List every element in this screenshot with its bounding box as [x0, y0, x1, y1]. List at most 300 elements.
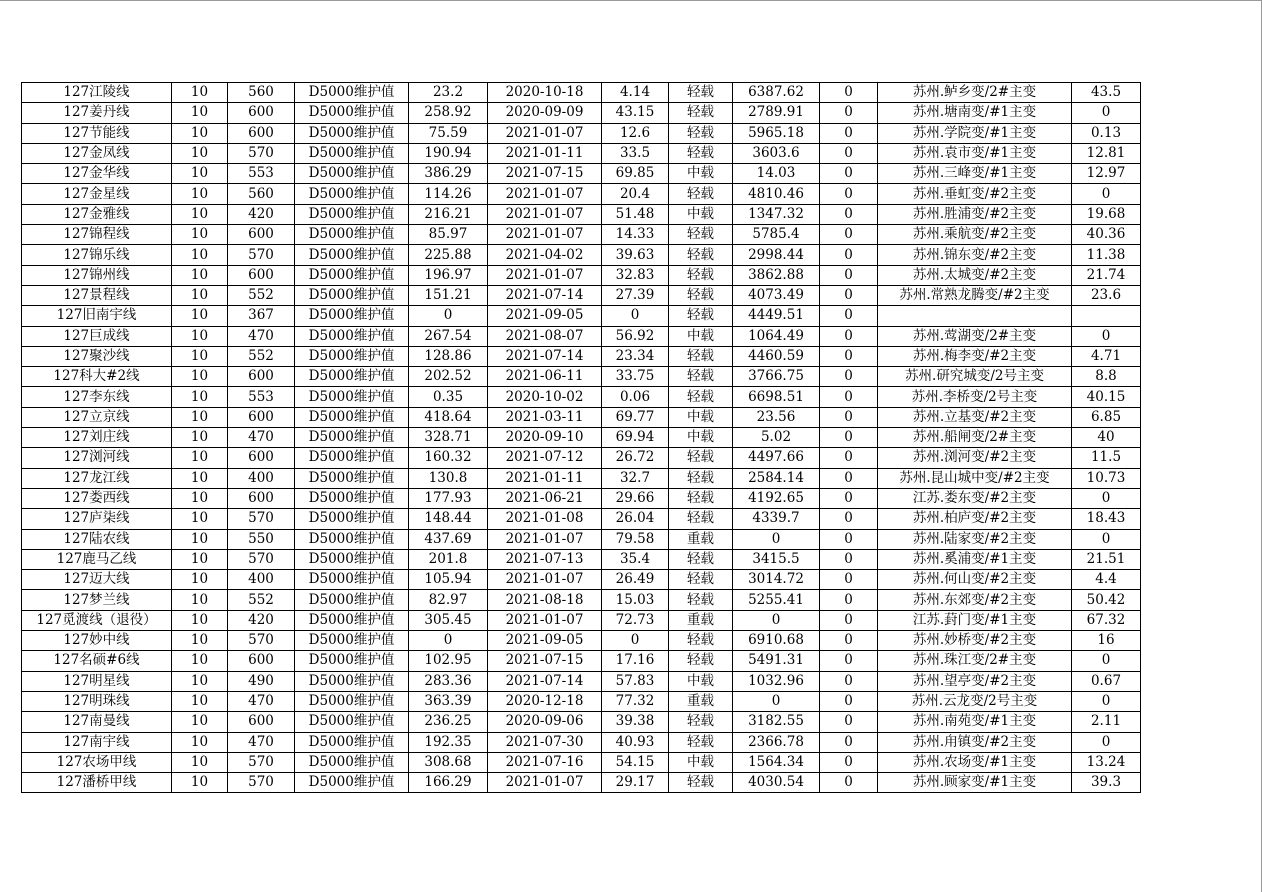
cell-flag: 0	[820, 407, 878, 427]
cell-date: 2021-07-12	[488, 448, 602, 468]
cell-rated-current: 600	[228, 448, 295, 468]
cell-voltage: 10	[172, 184, 228, 204]
cell-rated-current: 600	[228, 712, 295, 732]
cell-load-rate: 39.63	[602, 245, 669, 265]
cell-transformer: 苏州.云龙变/2号主变	[878, 691, 1072, 711]
cell-flag: 0	[820, 143, 878, 163]
cell-transformer: 苏州.乘航变/#2主变	[878, 225, 1072, 245]
cell-line-name: 127潘桥甲线	[22, 773, 172, 793]
cell-load-rate: 40.93	[602, 732, 669, 752]
cell-spare-capacity: 3182.55	[733, 712, 820, 732]
cell-date: 2021-07-16	[488, 752, 602, 772]
cell-transformer: 苏州.浏河变/#2主变	[878, 448, 1072, 468]
table-row	[22, 610, 1141, 630]
cell-max-current: 160.32	[409, 448, 488, 468]
cell-voltage: 10	[172, 590, 228, 610]
cell-data-source: D5000维护值	[295, 651, 409, 671]
cell-flag: 0	[820, 570, 878, 590]
cell-line-name: 127立京线	[22, 407, 172, 427]
cell-max-current: 192.35	[409, 732, 488, 752]
cell-rated-current: 570	[228, 549, 295, 569]
cell-date: 2021-07-13	[488, 549, 602, 569]
cell-flag: 0	[820, 103, 878, 123]
cell-date: 2021-01-07	[488, 265, 602, 285]
cell-rated-current: 553	[228, 387, 295, 407]
cell-voltage: 10	[172, 407, 228, 427]
cell-data-source: D5000维护值	[295, 407, 409, 427]
cell-rated-current: 570	[228, 143, 295, 163]
cell-date: 2021-01-07	[488, 610, 602, 630]
table-row	[22, 549, 1141, 569]
cell-voltage: 10	[172, 651, 228, 671]
cell-voltage: 10	[172, 164, 228, 184]
cell-data-source: D5000维护值	[295, 529, 409, 549]
cell-voltage: 10	[172, 204, 228, 224]
cell-voltage: 10	[172, 570, 228, 590]
table-row	[22, 387, 1141, 407]
cell-data-source: D5000维护值	[295, 387, 409, 407]
cell-date: 2021-01-07	[488, 204, 602, 224]
cell-flag: 0	[820, 265, 878, 285]
cell-rated-current: 552	[228, 590, 295, 610]
table-row	[22, 773, 1141, 793]
cell-rated-current: 600	[228, 225, 295, 245]
table-row	[22, 691, 1141, 711]
cell-date: 2020-09-10	[488, 428, 602, 448]
cell-line-name: 127锦州线	[22, 265, 172, 285]
cell-rated-current: 470	[228, 326, 295, 346]
cell-max-current: 105.94	[409, 570, 488, 590]
table-body	[22, 83, 1141, 793]
cell-transformer-load: 23.6	[1072, 285, 1141, 305]
page-border-top	[0, 0, 1262, 1]
cell-load-status: 轻载	[669, 651, 733, 671]
cell-max-current: 267.54	[409, 326, 488, 346]
table-row	[22, 590, 1141, 610]
table-row	[22, 631, 1141, 651]
cell-load-status: 重载	[669, 610, 733, 630]
cell-load-rate: 20.4	[602, 184, 669, 204]
cell-load-rate: 15.03	[602, 590, 669, 610]
table-row	[22, 265, 1141, 285]
cell-date: 2021-07-30	[488, 732, 602, 752]
cell-date: 2020-10-18	[488, 83, 602, 103]
cell-line-name: 127庐柒线	[22, 509, 172, 529]
table-row	[22, 651, 1141, 671]
cell-line-name: 127妙中线	[22, 631, 172, 651]
cell-line-name: 127龙江线	[22, 468, 172, 488]
cell-data-source: D5000维护值	[295, 103, 409, 123]
table-row	[22, 752, 1141, 772]
cell-line-name: 127明珠线	[22, 691, 172, 711]
cell-spare-capacity: 6387.62	[733, 83, 820, 103]
cell-max-current: 201.8	[409, 549, 488, 569]
cell-load-status: 中载	[669, 671, 733, 691]
cell-transformer: 苏州.甪镇变/#2主变	[878, 732, 1072, 752]
cell-data-source: D5000维护值	[295, 712, 409, 732]
cell-max-current: 196.97	[409, 265, 488, 285]
cell-rated-current: 600	[228, 488, 295, 508]
cell-data-source: D5000维护值	[295, 509, 409, 529]
cell-rated-current: 367	[228, 306, 295, 326]
cell-voltage: 10	[172, 346, 228, 366]
cell-transformer-load: 0.67	[1072, 671, 1141, 691]
cell-flag: 0	[820, 123, 878, 143]
cell-transformer-load: 50.42	[1072, 590, 1141, 610]
cell-load-status: 轻载	[669, 103, 733, 123]
cell-spare-capacity: 5785.4	[733, 225, 820, 245]
cell-load-status: 轻载	[669, 285, 733, 305]
cell-rated-current: 600	[228, 407, 295, 427]
cell-spare-capacity: 5491.31	[733, 651, 820, 671]
cell-data-source: D5000维护值	[295, 428, 409, 448]
cell-rated-current: 600	[228, 651, 295, 671]
cell-line-name: 127李东线	[22, 387, 172, 407]
table-row	[22, 326, 1141, 346]
cell-voltage: 10	[172, 428, 228, 448]
table-row	[22, 245, 1141, 265]
cell-rated-current: 400	[228, 468, 295, 488]
cell-max-current: 148.44	[409, 509, 488, 529]
cell-load-status: 重载	[669, 691, 733, 711]
cell-voltage: 10	[172, 610, 228, 630]
cell-load-rate: 32.83	[602, 265, 669, 285]
cell-voltage: 10	[172, 549, 228, 569]
cell-load-status: 轻载	[669, 225, 733, 245]
cell-date: 2021-07-14	[488, 671, 602, 691]
cell-date: 2021-07-15	[488, 164, 602, 184]
cell-load-status: 中载	[669, 326, 733, 346]
cell-load-rate: 17.16	[602, 651, 669, 671]
cell-line-name: 127节能线	[22, 123, 172, 143]
cell-rated-current: 570	[228, 509, 295, 529]
cell-line-name: 127聚沙线	[22, 346, 172, 366]
cell-spare-capacity: 5.02	[733, 428, 820, 448]
cell-date: 2021-03-11	[488, 407, 602, 427]
cell-load-status: 轻载	[669, 488, 733, 508]
cell-date: 2020-12-18	[488, 691, 602, 711]
cell-max-current: 151.21	[409, 285, 488, 305]
cell-flag: 0	[820, 651, 878, 671]
cell-max-current: 418.64	[409, 407, 488, 427]
cell-line-name: 127刘庄线	[22, 428, 172, 448]
cell-transformer-load: 2.11	[1072, 712, 1141, 732]
cell-data-source: D5000维护值	[295, 83, 409, 103]
cell-load-rate: 79.58	[602, 529, 669, 549]
cell-load-status: 轻载	[669, 590, 733, 610]
cell-max-current: 130.8	[409, 468, 488, 488]
cell-line-name: 127觅渡线（退役）	[22, 610, 172, 630]
cell-voltage: 10	[172, 732, 228, 752]
cell-transformer: 苏州.望亭变/#2主变	[878, 671, 1072, 691]
cell-load-status: 中载	[669, 164, 733, 184]
cell-date: 2021-04-02	[488, 245, 602, 265]
cell-line-name: 127迈大线	[22, 570, 172, 590]
cell-line-name: 127巨成线	[22, 326, 172, 346]
cell-line-name: 127娄西线	[22, 488, 172, 508]
cell-transformer	[878, 306, 1072, 326]
cell-voltage: 10	[172, 225, 228, 245]
table-row	[22, 671, 1141, 691]
cell-spare-capacity: 1032.96	[733, 671, 820, 691]
table-row	[22, 732, 1141, 752]
cell-transformer-load: 19.68	[1072, 204, 1141, 224]
cell-date: 2020-10-02	[488, 387, 602, 407]
cell-load-rate: 26.49	[602, 570, 669, 590]
cell-max-current: 190.94	[409, 143, 488, 163]
cell-rated-current: 600	[228, 265, 295, 285]
cell-rated-current: 470	[228, 428, 295, 448]
cell-transformer: 江苏.葑门变/#1主变	[878, 610, 1072, 630]
cell-voltage: 10	[172, 631, 228, 651]
cell-transformer-load: 0	[1072, 184, 1141, 204]
cell-line-name: 127姜丹线	[22, 103, 172, 123]
cell-transformer: 苏州.昆山城中变/#2主变	[878, 468, 1072, 488]
cell-flag: 0	[820, 590, 878, 610]
cell-transformer: 苏州.立基变/#2主变	[878, 407, 1072, 427]
cell-max-current: 305.45	[409, 610, 488, 630]
cell-date: 2021-07-15	[488, 651, 602, 671]
cell-transformer-load: 43.5	[1072, 83, 1141, 103]
cell-date: 2021-01-08	[488, 509, 602, 529]
cell-voltage: 10	[172, 509, 228, 529]
cell-voltage: 10	[172, 326, 228, 346]
table-row	[22, 103, 1141, 123]
cell-transformer-load: 0	[1072, 326, 1141, 346]
cell-transformer: 苏州.三峰变/#1主变	[878, 164, 1072, 184]
cell-data-source: D5000维护值	[295, 326, 409, 346]
cell-flag: 0	[820, 225, 878, 245]
cell-load-status: 轻载	[669, 509, 733, 529]
cell-max-current: 386.29	[409, 164, 488, 184]
cell-load-status: 中载	[669, 204, 733, 224]
cell-max-current: 166.29	[409, 773, 488, 793]
cell-load-status: 轻载	[669, 245, 733, 265]
cell-load-status: 轻载	[669, 448, 733, 468]
cell-load-rate: 27.39	[602, 285, 669, 305]
cell-flag: 0	[820, 488, 878, 508]
cell-flag: 0	[820, 448, 878, 468]
cell-date: 2021-01-07	[488, 529, 602, 549]
cell-flag: 0	[820, 549, 878, 569]
cell-data-source: D5000维护值	[295, 123, 409, 143]
cell-transformer-load: 0	[1072, 103, 1141, 123]
cell-spare-capacity: 1564.34	[733, 752, 820, 772]
cell-transformer: 苏州.太城变/#2主变	[878, 265, 1072, 285]
cell-data-source: D5000维护值	[295, 752, 409, 772]
cell-line-name: 127陆农线	[22, 529, 172, 549]
cell-rated-current: 550	[228, 529, 295, 549]
cell-transformer-load: 21.74	[1072, 265, 1141, 285]
cell-transformer-load: 11.38	[1072, 245, 1141, 265]
cell-load-status: 轻载	[669, 184, 733, 204]
cell-load-rate: 29.66	[602, 488, 669, 508]
cell-flag: 0	[820, 752, 878, 772]
data-table	[21, 82, 1141, 793]
cell-voltage: 10	[172, 103, 228, 123]
cell-load-rate: 43.15	[602, 103, 669, 123]
cell-data-source: D5000维护值	[295, 245, 409, 265]
cell-voltage: 10	[172, 387, 228, 407]
cell-max-current: 258.92	[409, 103, 488, 123]
cell-spare-capacity: 3603.6	[733, 143, 820, 163]
cell-voltage: 10	[172, 468, 228, 488]
cell-transformer: 苏州.常熟龙腾变/#2主变	[878, 285, 1072, 305]
cell-spare-capacity: 1064.49	[733, 326, 820, 346]
cell-max-current: 283.36	[409, 671, 488, 691]
cell-data-source: D5000维护值	[295, 285, 409, 305]
cell-load-status: 轻载	[669, 123, 733, 143]
cell-rated-current: 570	[228, 631, 295, 651]
cell-date: 2021-09-05	[488, 306, 602, 326]
cell-load-status: 轻载	[669, 306, 733, 326]
cell-transformer: 苏州.塘南变/#1主变	[878, 103, 1072, 123]
cell-transformer: 苏州.顾家变/#1主变	[878, 773, 1072, 793]
cell-load-status: 轻载	[669, 265, 733, 285]
cell-rated-current: 552	[228, 285, 295, 305]
cell-date: 2021-06-11	[488, 367, 602, 387]
cell-data-source: D5000维护值	[295, 468, 409, 488]
cell-load-status: 轻载	[669, 387, 733, 407]
table-row	[22, 285, 1141, 305]
cell-line-name: 127金雅线	[22, 204, 172, 224]
cell-transformer-load	[1072, 306, 1141, 326]
cell-max-current: 308.68	[409, 752, 488, 772]
cell-flag: 0	[820, 428, 878, 448]
cell-voltage: 10	[172, 773, 228, 793]
cell-spare-capacity: 2366.78	[733, 732, 820, 752]
cell-load-rate: 35.4	[602, 549, 669, 569]
cell-flag: 0	[820, 245, 878, 265]
cell-transformer-load: 0	[1072, 529, 1141, 549]
cell-rated-current: 470	[228, 691, 295, 711]
cell-transformer: 苏州.船闸变/2#主变	[878, 428, 1072, 448]
cell-max-current: 75.59	[409, 123, 488, 143]
cell-data-source: D5000维护值	[295, 631, 409, 651]
table-row	[22, 225, 1141, 245]
cell-load-rate: 23.34	[602, 346, 669, 366]
cell-transformer-load: 16	[1072, 631, 1141, 651]
cell-date: 2021-01-07	[488, 570, 602, 590]
cell-spare-capacity: 5255.41	[733, 590, 820, 610]
table-row	[22, 468, 1141, 488]
cell-date: 2021-07-14	[488, 346, 602, 366]
table-row	[22, 529, 1141, 549]
cell-line-name: 127金华线	[22, 164, 172, 184]
cell-max-current: 328.71	[409, 428, 488, 448]
cell-transformer: 苏州.研究城变/2号主变	[878, 367, 1072, 387]
cell-flag: 0	[820, 691, 878, 711]
cell-rated-current: 600	[228, 123, 295, 143]
cell-transformer-load: 40.36	[1072, 225, 1141, 245]
cell-data-source: D5000维护值	[295, 671, 409, 691]
cell-transformer-load: 21.51	[1072, 549, 1141, 569]
cell-max-current: 114.26	[409, 184, 488, 204]
table-row	[22, 184, 1141, 204]
cell-flag: 0	[820, 164, 878, 184]
cell-date: 2021-01-11	[488, 468, 602, 488]
cell-line-name: 127锦乐线	[22, 245, 172, 265]
table-row	[22, 428, 1141, 448]
cell-transformer-load: 0	[1072, 732, 1141, 752]
cell-load-rate: 69.94	[602, 428, 669, 448]
cell-max-current: 23.2	[409, 83, 488, 103]
cell-voltage: 10	[172, 712, 228, 732]
cell-data-source: D5000维护值	[295, 448, 409, 468]
cell-load-rate: 26.72	[602, 448, 669, 468]
cell-data-source: D5000维护值	[295, 225, 409, 245]
table-row	[22, 570, 1141, 590]
table-row	[22, 509, 1141, 529]
cell-load-status: 轻载	[669, 549, 733, 569]
cell-data-source: D5000维护值	[295, 204, 409, 224]
table-row	[22, 346, 1141, 366]
table-row	[22, 204, 1141, 224]
cell-spare-capacity: 3766.75	[733, 367, 820, 387]
cell-max-current: 102.95	[409, 651, 488, 671]
table-row	[22, 488, 1141, 508]
cell-spare-capacity: 2998.44	[733, 245, 820, 265]
table-row	[22, 448, 1141, 468]
cell-load-rate: 32.7	[602, 468, 669, 488]
cell-flag: 0	[820, 367, 878, 387]
cell-rated-current: 570	[228, 245, 295, 265]
cell-max-current: 202.52	[409, 367, 488, 387]
cell-voltage: 10	[172, 285, 228, 305]
table-row	[22, 164, 1141, 184]
cell-rated-current: 420	[228, 610, 295, 630]
cell-spare-capacity: 4810.46	[733, 184, 820, 204]
cell-spare-capacity: 4339.7	[733, 509, 820, 529]
cell-line-name: 127南宇线	[22, 732, 172, 752]
cell-line-name: 127农场甲线	[22, 752, 172, 772]
cell-voltage: 10	[172, 123, 228, 143]
cell-load-status: 轻载	[669, 570, 733, 590]
cell-spare-capacity: 0	[733, 610, 820, 630]
cell-spare-capacity: 4460.59	[733, 346, 820, 366]
cell-load-status: 轻载	[669, 143, 733, 163]
cell-transformer-load: 39.3	[1072, 773, 1141, 793]
cell-load-rate: 72.73	[602, 610, 669, 630]
cell-max-current: 0	[409, 306, 488, 326]
cell-voltage: 10	[172, 448, 228, 468]
cell-spare-capacity: 6910.68	[733, 631, 820, 651]
cell-rated-current: 552	[228, 346, 295, 366]
cell-transformer-load: 12.81	[1072, 143, 1141, 163]
cell-transformer-load: 6.85	[1072, 407, 1141, 427]
cell-load-status: 中载	[669, 407, 733, 427]
cell-date: 2021-08-07	[488, 326, 602, 346]
cell-transformer: 苏州.珠江变/2#主变	[878, 651, 1072, 671]
cell-transformer-load: 0	[1072, 691, 1141, 711]
cell-spare-capacity: 2584.14	[733, 468, 820, 488]
cell-max-current: 437.69	[409, 529, 488, 549]
cell-transformer: 苏州.奚浦变/#1主变	[878, 549, 1072, 569]
cell-data-source: D5000维护值	[295, 610, 409, 630]
table-row	[22, 367, 1141, 387]
cell-line-name: 127鹿马乙线	[22, 549, 172, 569]
cell-spare-capacity: 4497.66	[733, 448, 820, 468]
cell-data-source: D5000维护值	[295, 732, 409, 752]
cell-rated-current: 490	[228, 671, 295, 691]
cell-line-name: 127旧南宇线	[22, 306, 172, 326]
cell-transformer: 苏州.妙桥变/#2主变	[878, 631, 1072, 651]
cell-load-status: 轻载	[669, 732, 733, 752]
cell-spare-capacity: 4073.49	[733, 285, 820, 305]
cell-load-rate: 69.77	[602, 407, 669, 427]
cell-data-source: D5000维护值	[295, 265, 409, 285]
cell-transformer: 苏州.胜浦变/#2主变	[878, 204, 1072, 224]
